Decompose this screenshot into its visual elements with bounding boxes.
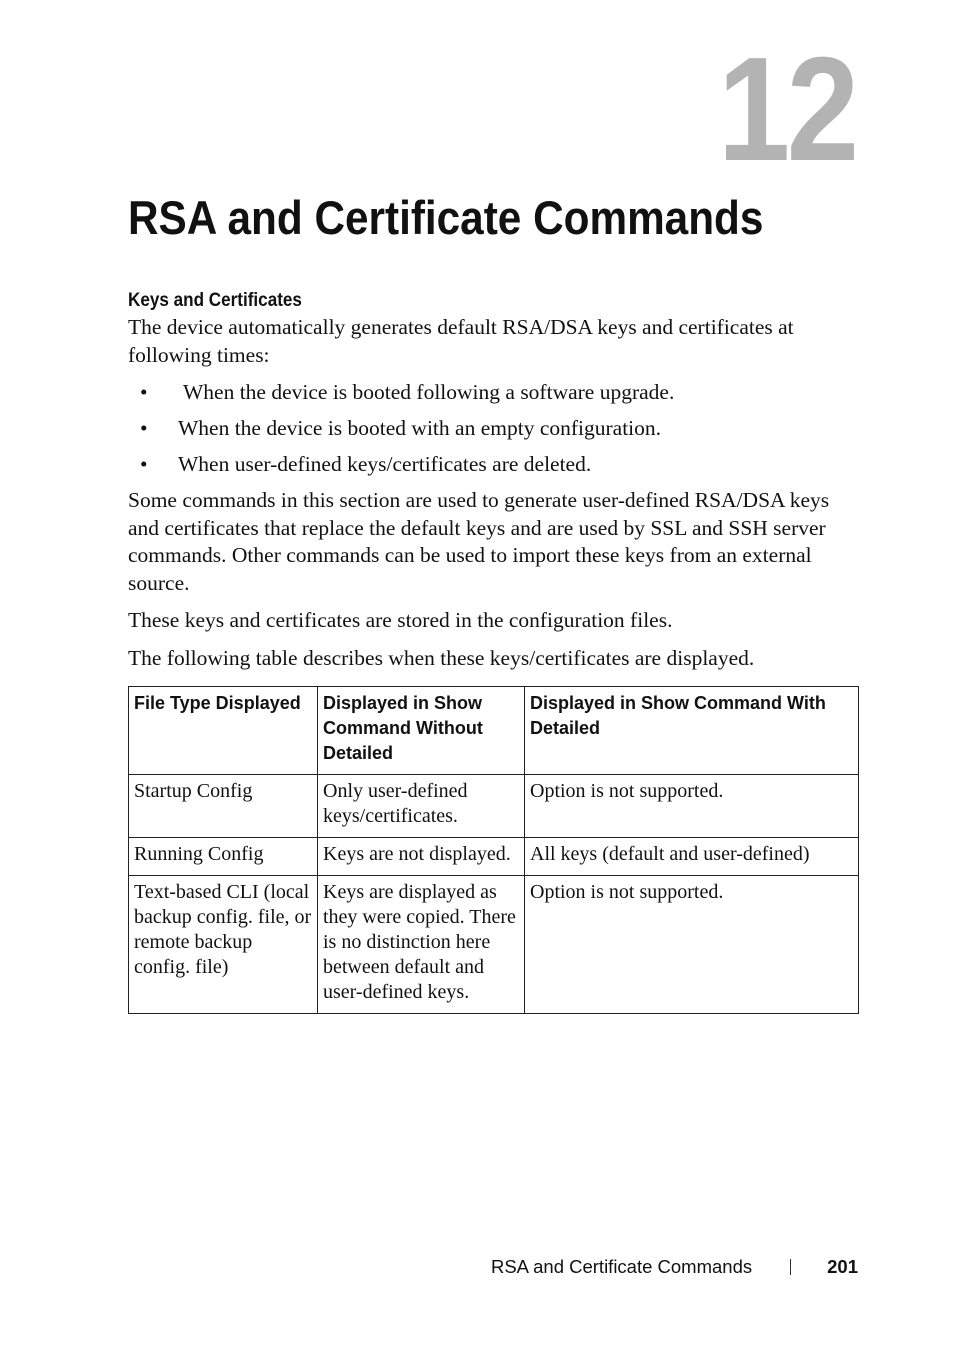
section-heading: Keys and Certificates <box>128 290 302 311</box>
list-item-text: When the device is booted with an empty configuration. <box>178 416 662 440</box>
table-header-cell: Displayed in Show Command With Detailed <box>525 687 859 775</box>
bullet-icon: • <box>140 416 148 440</box>
key-display-table <box>128 686 859 1014</box>
list-item-text: When user-defined keys/certificates are deleted. <box>178 452 592 476</box>
list-item <box>128 415 858 443</box>
table-cell: Only user-defined keys/certificates. <box>318 775 525 838</box>
body-paragraph: The following table describes when these keys/certificates are displayed. <box>128 645 755 670</box>
list-item <box>128 451 858 479</box>
page-content <box>128 314 858 1014</box>
table-cell: Option is not supported. <box>525 876 859 1014</box>
table-header-cell: Displayed in Show Command Without Detailed <box>318 687 525 775</box>
list-item <box>128 379 858 407</box>
table-cell: Option is not supported. <box>525 775 859 838</box>
chapter-number: 12 <box>718 27 856 192</box>
table-header-cell: File Type Displayed <box>129 687 318 775</box>
body-paragraph: Some commands in this section are used to generate user-defined RSA/DSA keys and certificates that replace the default keys and are used by SSL and SSH server commands. Other commands can be used to import these keys from an external source. <box>128 488 830 595</box>
chapter-title: RSA and Certificate Commands <box>128 191 764 244</box>
table-cell: Text-based CLI (local backup config. file, or remote backup config. file) <box>129 876 318 1014</box>
table-cell: Startup Config <box>129 775 318 838</box>
page-number: 201 <box>827 1256 858 1277</box>
footer-divider <box>790 1259 791 1275</box>
table-cell: Keys are not displayed. <box>318 838 525 876</box>
table-header-row <box>129 687 859 775</box>
bullet-icon: • <box>140 452 148 476</box>
table-cell: All keys (default and user-defined) <box>525 838 859 876</box>
footer-title: RSA and Certificate Commands <box>490 1256 753 1277</box>
bullet-icon: • <box>140 380 148 404</box>
intro-paragraph: The device automatically generates default RSA/DSA keys and certificates at following times: <box>128 315 794 367</box>
list-item-text: When the device is booted following a software upgrade. <box>178 380 675 404</box>
body-paragraph: These keys and certificates are stored in the configuration files. <box>128 608 673 632</box>
table-row <box>129 838 859 876</box>
table-cell: Keys are displayed as they were copied. There is no distinction here between default and user-defined keys. <box>318 876 525 1014</box>
table-row <box>129 876 859 1014</box>
page-footer <box>491 1256 858 1278</box>
table-row <box>129 775 859 838</box>
table-cell: Running Config <box>129 838 318 876</box>
bullet-list <box>128 379 858 479</box>
